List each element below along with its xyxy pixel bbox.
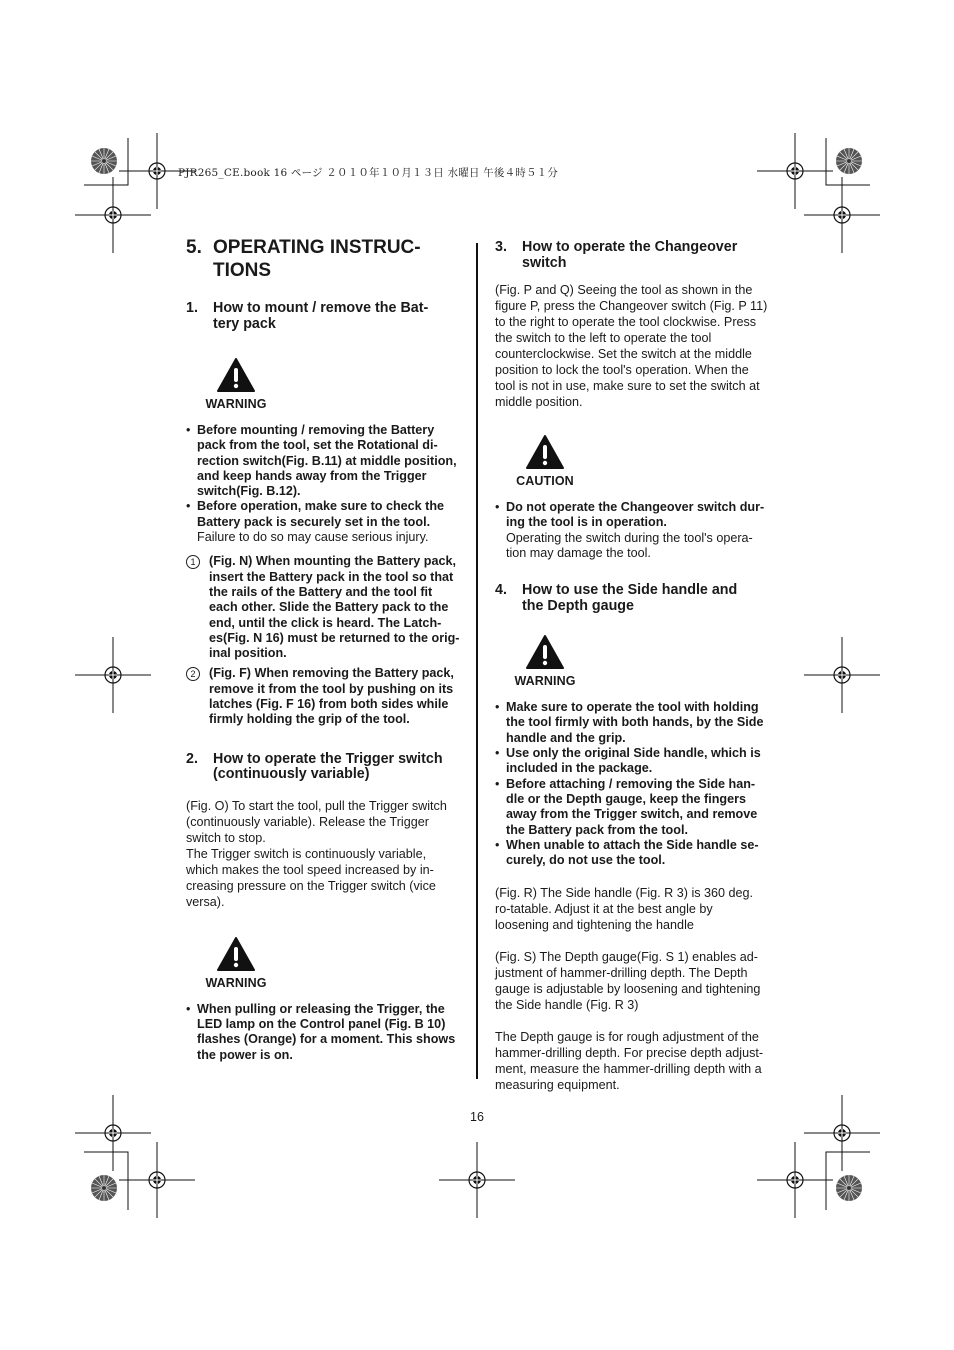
warning-block xyxy=(186,936,286,990)
file-info-header: PJR265_CE.book 16 ページ ２０１０年１０月１３日 水曜日 午後４時５１分 xyxy=(178,167,559,179)
sub-heading-changeover: 3. How to operate the Changeover switch xyxy=(495,239,738,271)
step-marker: 1 xyxy=(186,555,200,569)
trigger-paragraph-1: (Fig. O) To start the tool, pull the Trigger switch (continuously variable). Release the Trigger switch to stop. xyxy=(186,798,447,845)
list-item: • When pulling or releasing the Trigger, the LED lamp on the Control panel (Fig. B 10) flashes (Orange) for a moment. This shows the power is on. xyxy=(186,1001,456,1062)
sub-heading-trigger: 2. How to operate the Trigger switch (continuously variable) xyxy=(186,750,443,783)
step-item: 2 (Fig. F) When removing the Battery pack, remove it from the tool by pushing on its latches (Fig. F 16) from both sides while firmly holding the grip of the tool. xyxy=(186,666,460,727)
side-handle-paragraph-1: (Fig. R) The Side handle (Fig. R 3) is 360 deg. ro-tatable. Adjust it at the best angle by loosening and tightening the handle xyxy=(495,886,754,933)
right-column xyxy=(495,236,770,1093)
list-item: • Use only the original Side handle, which is included in the package. xyxy=(495,746,761,776)
list-item: • Before mounting / removing the Battery pack from the tool, set the Rotational di-rection switch(Fig. B.11) at middle position, and keep hands away from the Trigger switch(Fig. B.12). xyxy=(186,423,457,499)
list-item: • Before attaching / removing the Side han-dle or the Depth gauge, keep the fingers away from the Trigger switch, and remove the Battery pack from the tool. xyxy=(495,776,758,837)
list-item: • Before operation, make sure to check the Battery pack is securely set in the tool. Failure to do so may cause serious injury. xyxy=(186,499,445,545)
caution-block xyxy=(495,434,595,488)
warning-label: WARNING xyxy=(205,975,267,990)
warning-block xyxy=(186,357,286,411)
battery-steps xyxy=(186,554,460,727)
left-column xyxy=(186,236,460,1063)
warning-label: WARNING xyxy=(205,397,267,411)
warning-label: WARNING xyxy=(514,674,576,689)
depth-gauge-paragraph-3: The Depth gauge is for rough adjustment of the hammer-drilling depth. For precise depth adjust-ment, measure the hammer-drilling depth with a measuring equipment. xyxy=(495,1030,764,1093)
warning-block xyxy=(495,634,595,688)
list-item: • Make sure to operate the tool with holding the tool firmly with both hands, by the Side handle and the grip. xyxy=(495,700,764,745)
warning-triangle-icon xyxy=(525,434,565,470)
list-item: • Do not operate the Changeover switch dur-ing the tool is in operation. Operating the switch during the tool's opera-tion may damage the tool. xyxy=(495,500,765,560)
step-item: 1 (Fig. N) When mounting the Battery pack, insert the Battery pack in the tool so that the rails of the Battery and the tool fit each other. Slide the Battery pack to the end, until the click is heard. The Latch-es(Fig. N 16) must be returned to the orig-inal position. xyxy=(186,554,460,661)
depth-gauge-paragraph-2: (Fig. S) The Depth gauge(Fig. S 1) enables ad-justment of hammer-drilling depth. The Depth gauge is adjustable by loosening and tightening the Side handle (Fig. R 3) xyxy=(495,950,761,1013)
warning-triangle-icon xyxy=(216,936,256,972)
warning-triangle-icon xyxy=(525,634,565,670)
sub-heading-battery: 1. How to mount / remove the Bat- tery pack xyxy=(186,300,429,332)
section-title-line2: TIONS xyxy=(213,260,272,281)
column-divider xyxy=(476,243,478,1079)
section-number: 5. xyxy=(186,237,202,258)
list-item: • When unable to attach the Side handle se-curely, do not use the tool. xyxy=(495,837,759,868)
warning-triangle-icon xyxy=(216,357,256,393)
section-title-line1: OPERATING INSTRUC- xyxy=(213,237,421,258)
step-marker: 2 xyxy=(186,667,200,681)
trigger-paragraph-2: The Trigger switch is continuously variable, which makes the tool speed increased by in-creasing pressure on the Trigger switch (vice versa). xyxy=(186,846,436,909)
side-handle-warning-list xyxy=(495,700,770,868)
sub-heading-side-handle: 4. How to use the Side handle and the Depth gauge xyxy=(495,582,738,614)
caution-label: CAUTION xyxy=(516,474,574,488)
changeover-paragraph: (Fig. P and Q) Seeing the tool as shown in the figure P, press the Changeover switch (Fig. P 11) to the right to operate the tool clockwise. Press the switch to the left to operate the tool counterclockwise. Set the switch at the middle position to lock the tool's operation. When the tool is not in use, make sure to set the switch at middle position. xyxy=(495,283,768,409)
section-title xyxy=(186,236,460,282)
page-number: 16 xyxy=(470,1110,484,1124)
battery-warning-list xyxy=(186,423,460,545)
